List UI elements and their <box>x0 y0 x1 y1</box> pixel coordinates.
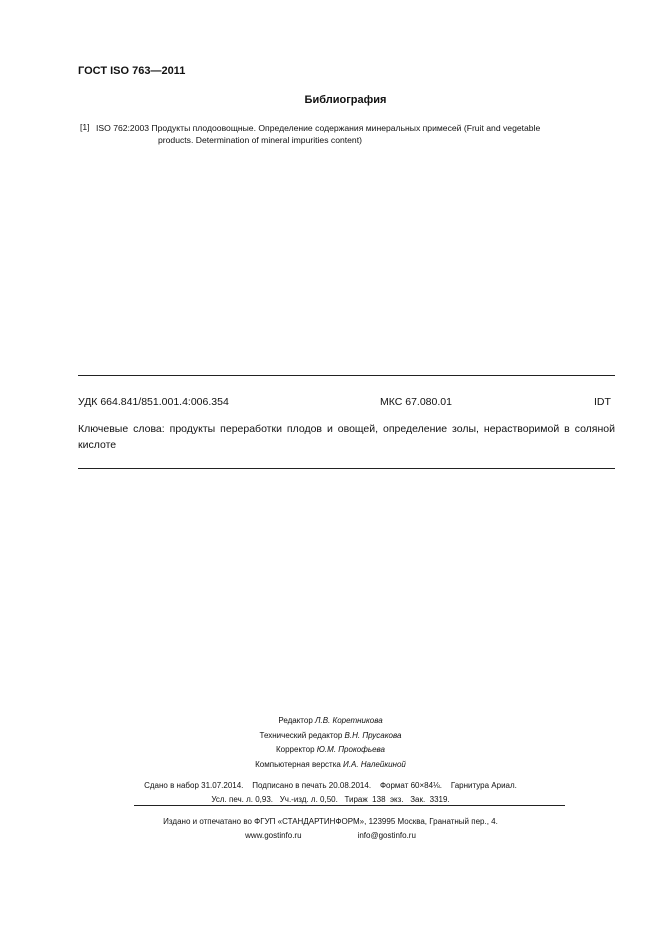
credit-proofreader <box>0 743 661 758</box>
bibliography-title: Библиография <box>304 94 387 106</box>
publisher-email: info@gostinfo.ru <box>357 831 416 840</box>
credit-person: Л.В. Коретникова <box>315 716 383 725</box>
reference-number: [1] <box>80 122 90 132</box>
reference-text <box>96 122 616 146</box>
credit-editor <box>0 714 661 729</box>
standard-number-header: ГОСТ ISO 763—2011 <box>78 65 186 77</box>
credit-person: В.Н. Прусакова <box>344 730 402 740</box>
top-rule <box>78 375 615 376</box>
idt-code: IDT <box>594 396 611 408</box>
reference-text-line1: ISO 762:2003 Продукты плодоовощные. Определение содержания минеральных примесей (Fruit and vegetable <box>96 123 541 133</box>
publisher-website: www.gostinfo.ru <box>245 831 302 840</box>
udk-code: УДК 664.841/851.001.4:006.354 <box>78 396 229 408</box>
print-info <box>0 779 661 807</box>
bottom-rule <box>78 468 615 469</box>
credit-person: Ю.М. Прокофьева <box>316 745 385 754</box>
print-info-line1: Сдано в набор 31.07.2014. Подписано в печать 20.08.2014. Формат 60×84⅛. Гарнитура Ариал. <box>144 781 517 790</box>
keywords: Ключевые слова: продукты переработки плодов и овощей, определение золы, нерастворимой в соляной кислоте <box>78 423 615 451</box>
publisher-rule <box>134 805 565 806</box>
publisher-address: Издано и отпечатано во ФГУП «СТАНДАРТИНФОРМ», 123995 Москва, Гранатный пер., 4. <box>163 817 498 826</box>
credit-layout <box>0 758 661 773</box>
mks-code: МКС 67.080.01 <box>380 396 452 408</box>
credit-role: Технический редактор <box>259 730 345 740</box>
publisher-block <box>0 815 661 843</box>
credit-tech-editor <box>0 729 661 744</box>
credits-block <box>0 714 661 772</box>
reference-text-line2: products. Determination of mineral impurities content) <box>158 135 362 145</box>
credit-role: Корректор <box>276 745 317 754</box>
credit-role: Компьютерная верстка <box>255 759 344 769</box>
print-info-line2: Усл. печ. л. 0,93. Уч.-изд. л. 0,50. Тираж 138 экз. Зак. 3319. <box>211 795 450 804</box>
publisher-contacts <box>0 829 661 843</box>
credit-role: Редактор <box>278 716 315 725</box>
credit-person: И.А. Налейкиной <box>343 759 406 769</box>
